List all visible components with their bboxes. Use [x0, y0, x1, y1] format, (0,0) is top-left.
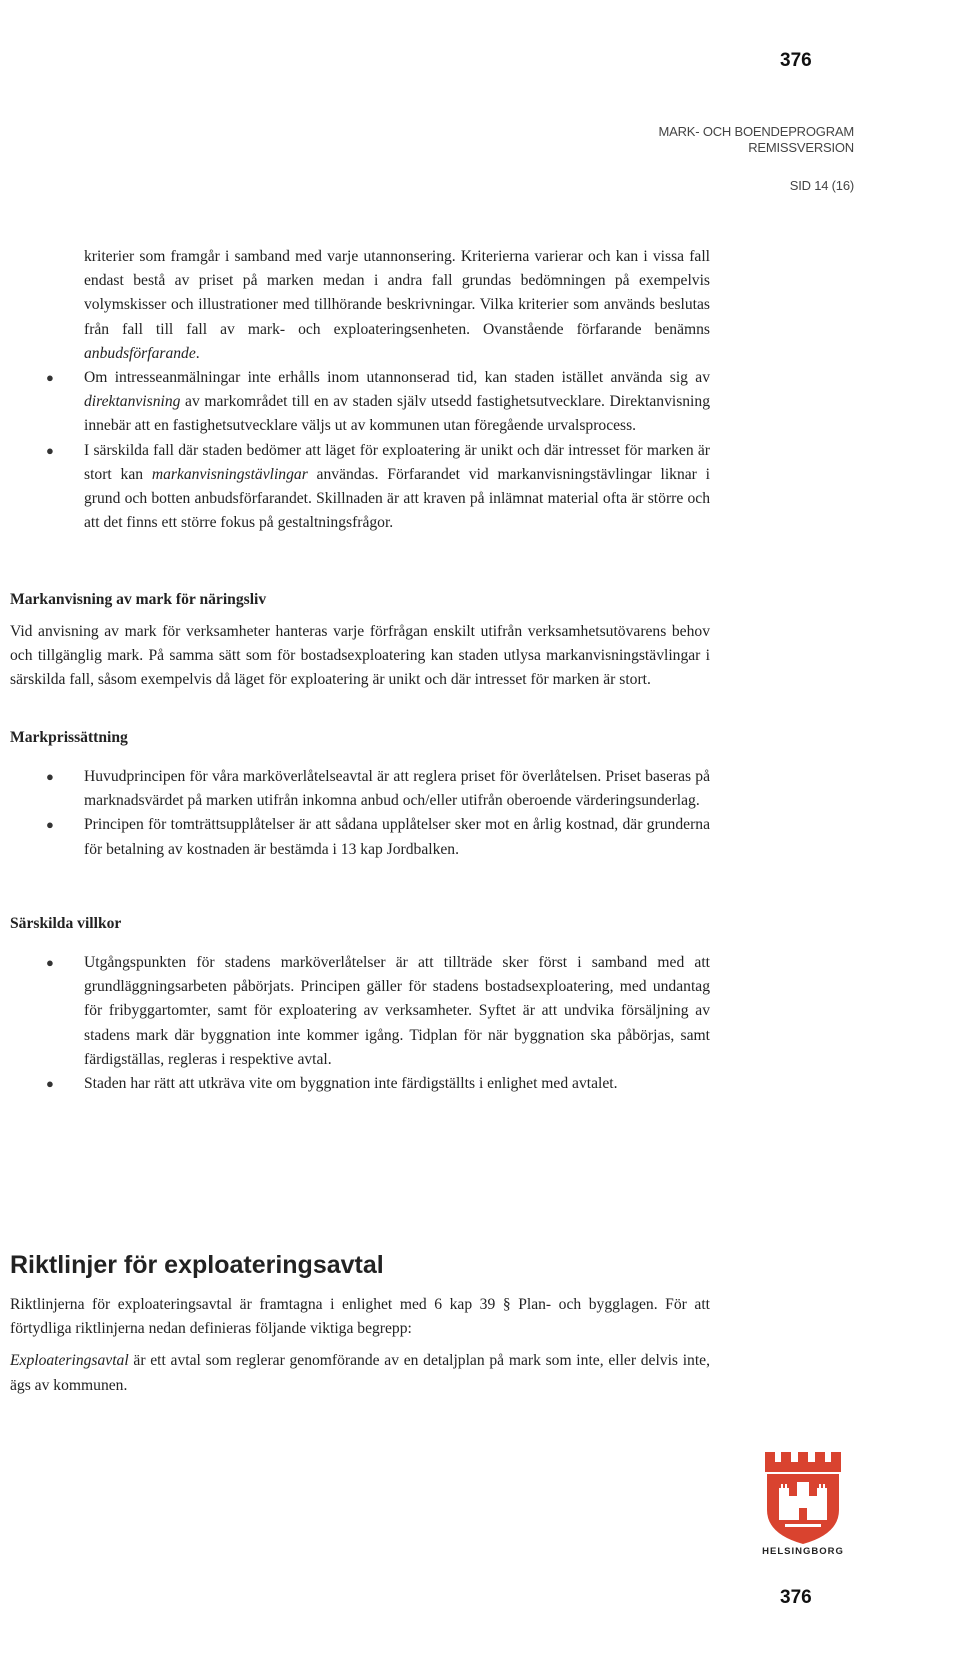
- list-item: ● Huvudprincipen för våra marköverlåtelseavtal är att reglera priset för överlåtelsen. Priset baseras på marknadsvärdet på marken utifrån inkomna anbud och/eller utifrån oberoende värderingsunderlag.: [10, 765, 710, 813]
- section-heading: Särskilda villkor: [10, 915, 122, 932]
- bullet-icon: ●: [46, 370, 54, 386]
- header-version: REMISSVERSION: [748, 140, 854, 155]
- bullet-icon: ●: [46, 442, 54, 458]
- term-anbudsforfarande: anbudsförfarande: [84, 344, 196, 362]
- term-markanvisningstavlingar: markanvisningstävlingar: [151, 465, 308, 483]
- section-paragraph: Riktlinjerna för exploateringsavtal är framtagna i enlighet med 6 kap 39 § Plan- och bygglagen. För att förtydliga riktlinjerna nedan definieras följande viktiga begrepp:: [10, 1296, 710, 1338]
- section-naringsliv: [10, 588, 710, 693]
- header-page-indicator: SID 14 (16): [789, 178, 854, 193]
- section-heading: Markanvisning av mark för näringsliv: [10, 591, 267, 608]
- term-exploateringsavtal: Exploateringsavtal: [10, 1352, 129, 1370]
- term-direktanvisning: direktanvisning: [84, 393, 181, 411]
- header-program-title: MARK- OCH BOENDEPROGRAM: [658, 124, 854, 139]
- section-sarskilda-villkor: [10, 912, 710, 1096]
- pricing-list: [10, 765, 710, 862]
- continued-paragraph: kriterier som framgår i samband med varje utannonsering. Kriterierna varierar och kan i vissa fall endast bestå av priset på marken medan i andra fall grundas bedömningen på exempelvis volymskisser och illustrationer med tillhörande beskrivningar. Vilka kriterier som används beslutas från fall till fall av mark- och exploateringsenheten. Ovanstående förfarande benämns anbudsförfarande.: [84, 248, 710, 362]
- section-markprissattning: [10, 726, 710, 862]
- definition-paragraph: Exploateringsavtal är ett avtal som reglerar genomförande av en detaljplan på mark som inte, eller delvis inte, ägs av kommunen.: [10, 1352, 710, 1394]
- procedure-list: [10, 366, 710, 535]
- helsingborg-wordmark: HELSINGBORG: [762, 1546, 844, 1557]
- bullet-icon: ●: [46, 1076, 54, 1092]
- section-riktlinjer: [10, 1249, 710, 1398]
- section-heading: Markprissättning: [10, 729, 128, 746]
- list-item: ● Staden har rätt att utkräva vite om byggnation inte färdigställts i enlighet med avtalet.: [10, 1072, 710, 1096]
- crest-icon: [759, 1452, 847, 1544]
- page-number-bottom: 376: [780, 1587, 812, 1608]
- conditions-list: [10, 951, 710, 1096]
- main-heading: Riktlinjer för exploateringsavtal: [10, 1251, 384, 1279]
- bullet-icon: ●: [46, 817, 54, 833]
- list-item: ● Utgångspunkten för stadens marköverlåtelser är att tillträde sker först i samband med att grundläggningsarbeten påbörjats. Principen gäller för stadens bostadsexploatering, med undantag för fribyggartomter, samt för exploatering av verksamheter. Syftet är att undvika försäljning av stadens mark där byggnation inte kommer igång. Tidplan för när byggnation ska påbörjas, samt färdigställas, regleras i respektive avtal.: [10, 951, 710, 1072]
- continued-section: [10, 245, 710, 535]
- section-paragraph: Vid anvisning av mark för verksamheter hanteras varje förfrågan enskilt utifrån verksamhetsutövarens behov och tillgänglig mark. På samma sätt som för bostadsexploatering kan staden utlysa markanvisningstävlingar i särskilda fall, såsom exempelvis då läget för exploatering är unikt och där intresset för marken är stort.: [10, 623, 710, 689]
- list-item: ● I särskilda fall där staden bedömer att läget för exploatering är unikt och där intresset för marken är stort kan markanvisningstävlingar användas. Förfarandet vid markanvisningstävlingar liknar i grund och botten anbudsförfarandet. Skillnaden är att kraven på inlämnat material ofta är större och att det finns ett större fokus på gestaltningsfrågor.: [10, 439, 710, 536]
- list-item: ● Om intresseanmälningar inte erhålls inom utannonserad tid, kan staden istället använda sig av direktanvisning av markområdet till en av staden själv utsedd fastighetsutvecklare. Direktanvisning innebär att en fastighetsutvecklare väljs ut av kommunen utan föregående urvalsprocess.: [10, 366, 710, 439]
- bullet-icon: ●: [46, 769, 54, 784]
- helsingborg-coat-of-arms: [759, 1452, 847, 1549]
- list-item: ● Principen för tomträttsupplåtelser är att sådana upplåtelser sker mot en årlig kostnad, där grunderna för betalning av kostnaden är bestämda i 13 kap Jordbalken.: [10, 813, 710, 861]
- page-number-top: 376: [780, 50, 812, 71]
- bullet-icon: ●: [46, 955, 54, 970]
